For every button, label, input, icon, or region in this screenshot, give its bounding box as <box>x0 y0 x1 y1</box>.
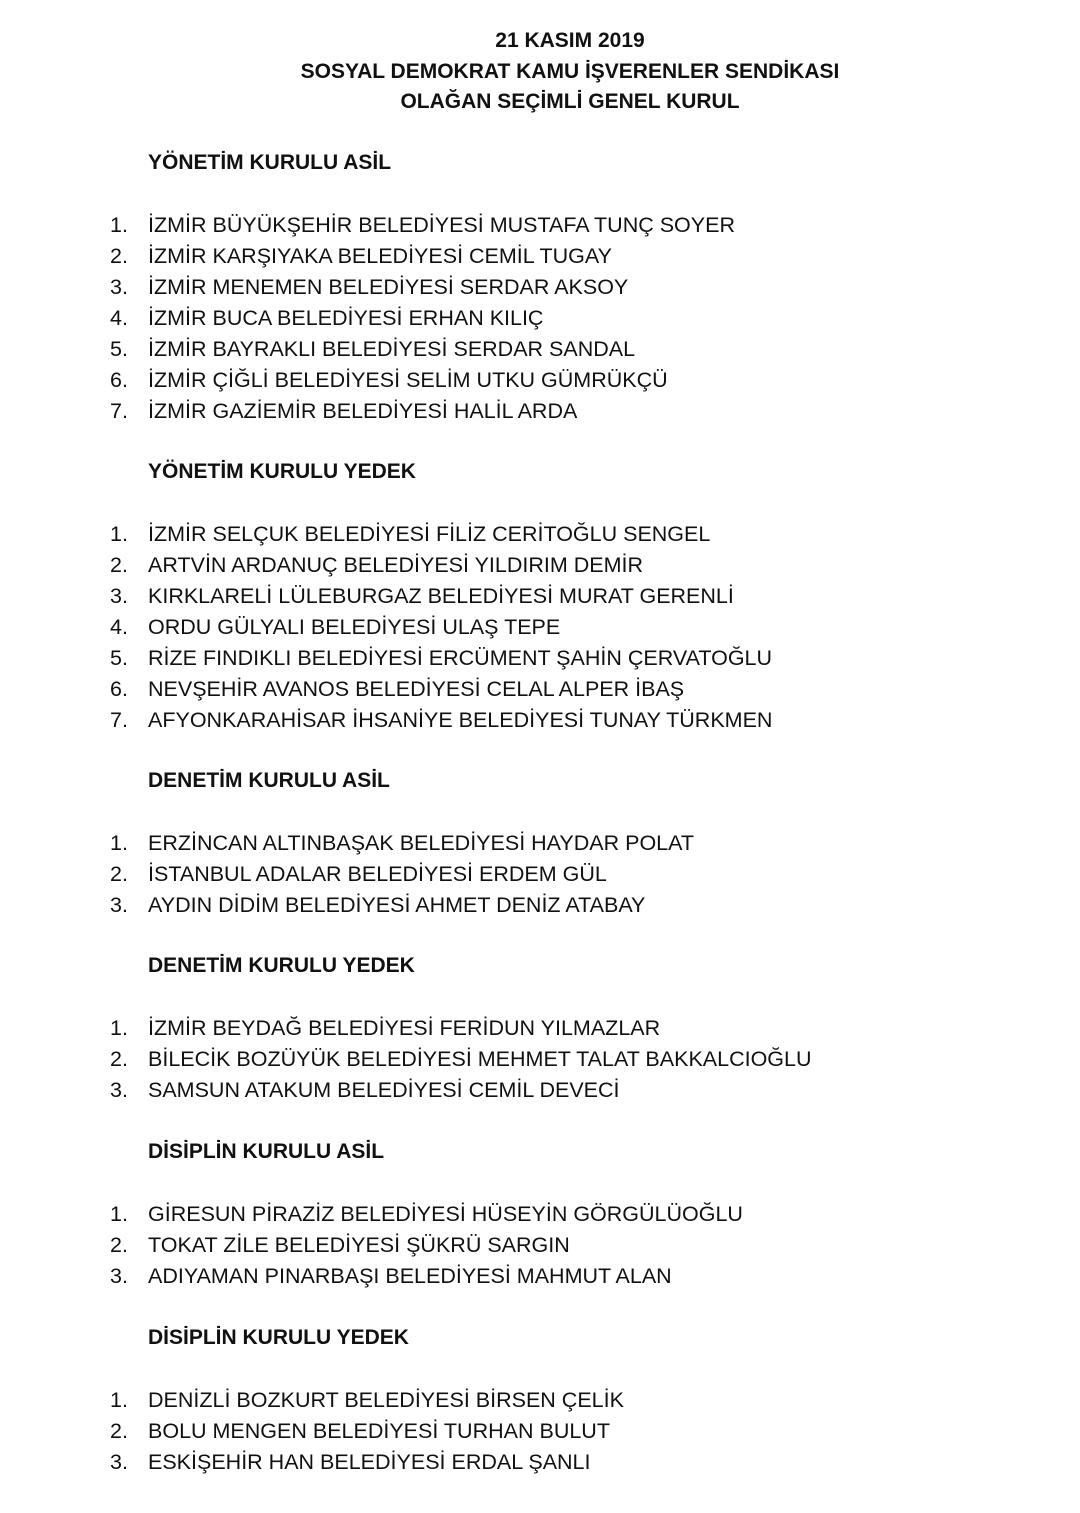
list-item-number: 3. <box>110 1264 128 1288</box>
list-item-number: 7. <box>110 708 128 732</box>
list-item-text: İZMİR BEYDAĞ BELEDİYESİ FERİDUN YILMAZLAR <box>148 1016 661 1040</box>
list-item-text: KIRKLARELİ LÜLEBURGAZ BELEDİYESİ MURAT GERENLİ <box>148 584 734 608</box>
list-item-number: 2. <box>110 553 128 577</box>
list-item-text: AYDIN DİDİM BELEDİYESİ AHMET DENİZ ATABAY <box>148 893 646 917</box>
list-item-text: İZMİR SELÇUK BELEDİYESİ FİLİZ CERİTOĞLU SENGEL <box>148 522 711 546</box>
list-item-text: İZMİR BÜYÜKŞEHİR BELEDİYESİ MUSTAFA TUNÇ SOYER <box>148 213 735 237</box>
list-item-text: İZMİR KARŞIYAKA BELEDİYESİ CEMİL TUGAY <box>148 244 612 268</box>
list-item-text: İZMİR GAZİEMİR BELEDİYESİ HALİL ARDA <box>148 399 578 423</box>
list-item-text: İZMİR BUCA BELEDİYESİ ERHAN KILIÇ <box>148 306 544 330</box>
list-item-number: 3. <box>110 1078 128 1102</box>
list-item-number: 6. <box>110 368 128 392</box>
list-item-text: ERZİNCAN ALTINBAŞAK BELEDİYESİ HAYDAR POLAT <box>148 831 695 855</box>
list-item-number: 2. <box>110 244 128 268</box>
list-item-number: 1. <box>110 213 128 237</box>
list-item-number: 1. <box>110 831 128 855</box>
list-item-number: 2. <box>110 1047 128 1071</box>
list-item-text: TOKAT ZİLE BELEDİYESİ ŞÜKRÜ SARGIN <box>148 1233 570 1257</box>
document-header <box>0 26 1080 118</box>
list-item-number: 3. <box>110 275 128 299</box>
list-item-text: NEVŞEHİR AVANOS BELEDİYESİ CELAL ALPER İBAŞ <box>148 677 685 701</box>
list-item-text: BİLECİK BOZÜYÜK BELEDİYESİ MEHMET TALAT BAKKALCIOĞLU <box>148 1047 812 1071</box>
list-item-number: 3. <box>110 893 128 917</box>
section-heading: DİSİPLİN KURULU YEDEK <box>148 1326 409 1349</box>
list-item-number: 4. <box>110 306 128 330</box>
list-item-text: ARTVİN ARDANUÇ BELEDİYESİ YILDIRIM DEMİR <box>148 553 644 577</box>
list-item-number: 1. <box>110 522 128 546</box>
list-item-number: 3. <box>110 1450 128 1474</box>
list-item-text: AFYONKARAHİSAR İHSANİYE BELEDİYESİ TUNAY TÜRKMEN <box>148 708 773 732</box>
list-item-text: BOLU MENGEN BELEDİYESİ TURHAN BULUT <box>148 1419 610 1443</box>
list-item-number: 2. <box>110 862 128 886</box>
list-item-text: ORDU GÜLYALI BELEDİYESİ ULAŞ TEPE <box>148 615 561 639</box>
list-item-text: ESKİŞEHİR HAN BELEDİYESİ ERDAL ŞANLI <box>148 1450 591 1474</box>
list-item-text: ADIYAMAN PINARBAŞI BELEDİYESİ MAHMUT ALAN <box>148 1264 672 1288</box>
section-heading: YÖNETİM KURULU YEDEK <box>148 460 416 483</box>
list-item-text: İZMİR BAYRAKLI BELEDİYESİ SERDAR SANDAL <box>148 337 636 361</box>
list-item-number: 2. <box>110 1233 128 1257</box>
event-title: OLAĞAN SEÇİMLİ GENEL KURUL <box>400 90 740 113</box>
section-heading: DİSİPLİN KURULU ASİL <box>148 1140 385 1163</box>
list-item-text: İZMİR ÇİĞLİ BELEDİYESİ SELİM UTKU GÜMRÜKÇÜ <box>148 368 668 392</box>
section-heading: DENETİM KURULU ASİL <box>148 769 390 792</box>
section-heading: YÖNETİM KURULU ASİL <box>148 151 392 174</box>
list-item-text: RİZE FINDIKLI BELEDİYESİ ERCÜMENT ŞAHİN ÇERVATOĞLU <box>148 646 773 670</box>
list-item-number: 4. <box>110 615 128 639</box>
list-item-number: 7. <box>110 399 128 423</box>
list-item-text: SAMSUN ATAKUM BELEDİYESİ CEMİL DEVECİ <box>148 1078 620 1102</box>
list-item-text: İZMİR MENEMEN BELEDİYESİ SERDAR AKSOY <box>148 275 629 299</box>
list-item-number: 1. <box>110 1202 128 1226</box>
list-item-text: İSTANBUL ADALAR BELEDİYESİ ERDEM GÜL <box>148 862 607 886</box>
list-item-number: 6. <box>110 677 128 701</box>
list-item-text: GİRESUN PİRAZİZ BELEDİYESİ HÜSEYİN GÖRGÜLÜOĞLU <box>148 1202 743 1226</box>
list-item-number: 1. <box>110 1388 128 1412</box>
section-heading: DENETİM KURULU YEDEK <box>148 954 415 977</box>
list-item-number: 2. <box>110 1419 128 1443</box>
list-item-number: 5. <box>110 337 128 361</box>
list-item-number: 3. <box>110 584 128 608</box>
organization-name: SOSYAL DEMOKRAT KAMU İŞVERENLER SENDİKASI <box>300 59 840 83</box>
list-item-text: DENİZLİ BOZKURT BELEDİYESİ BİRSEN ÇELİK <box>148 1388 624 1412</box>
list-item-number: 5. <box>110 646 128 670</box>
document-date: 21 KASIM 2019 <box>495 29 645 52</box>
list-item-number: 1. <box>110 1016 128 1040</box>
